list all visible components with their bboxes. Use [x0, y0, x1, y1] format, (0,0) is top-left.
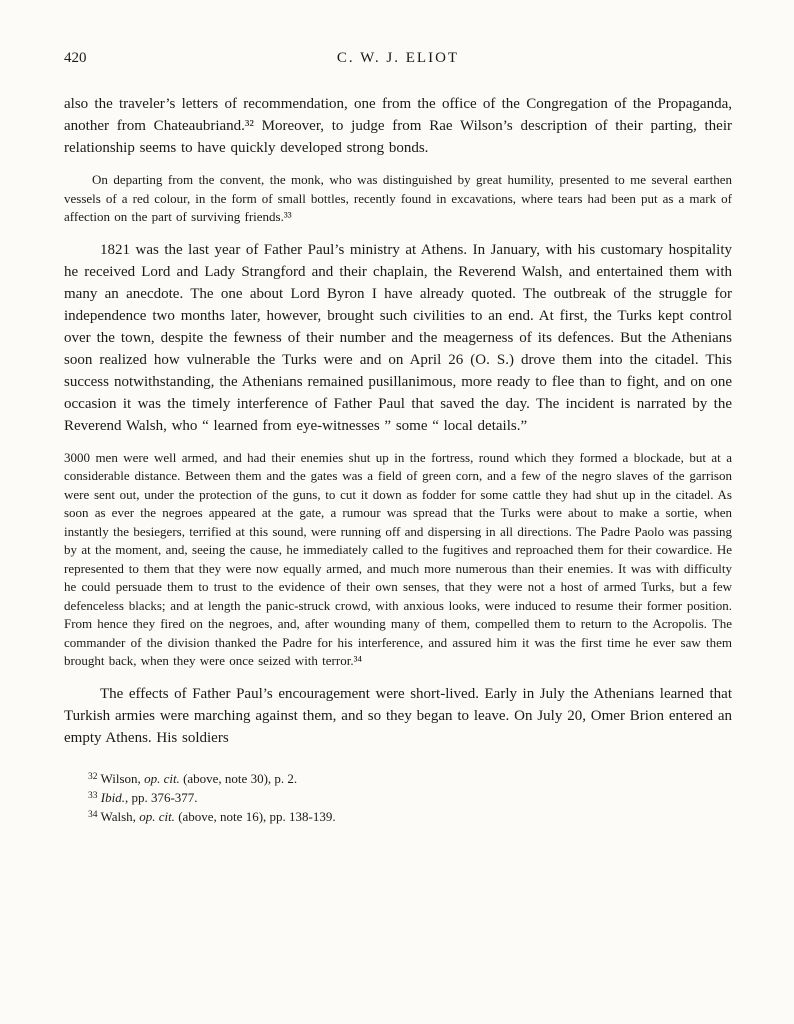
block-quote: On departing from the convent, the monk, who was distinguished by great humility, presented to me several earthen vessels of a red colour, in the form of small bottles, recently found in excavations, where tears had been put as a mark of affection on the part of surviving friends.³³	[64, 172, 732, 224]
page-number: 420	[64, 50, 87, 66]
footnote: $^{33}$ Ibid., pp. 376-377.	[88, 789, 198, 805]
running-head-title: C. W. J. ELIOT	[336, 50, 460, 66]
article-body	[64, 93, 732, 749]
footnotes	[64, 769, 732, 826]
footnote-citation: op. cit.	[144, 770, 180, 786]
footnote-citation: Ibid.	[100, 789, 125, 805]
paragraph: The effects of Father Paul’s encouragement were short-lived. Early in July the Athenians learned that Turkish armies were marching against them, and so they began to leave. On July 20, Omer Brion entered an empty Athens. His soldiers	[64, 685, 732, 746]
paragraph: also the traveler’s letters of recommendation, one from the office of the Congregation of the Propaganda, another from Chateaubriand.³² Moreover, to judge from Rae Wilson’s description of their parting, their relationship seems to have quickly developed strong bonds.	[64, 96, 732, 156]
footnote: $^{32}$ Wilson, op. cit. (above, note 30), p. 2.	[88, 770, 298, 786]
block-quote: 3000 men were well armed, and had their enemies shut up in the fortress, round which they formed a blockade, but at a considerable distance. Between them and the gates was a field of green corn, and a few of the negro slaves of the garrison were sent out, under the protection of the guns, to cut it down as fodder for some cattle they had shut up in the citadel. As soon as ever the negroes appeared at the gate, a rumour was spread that the Turks were about to make a sortie, when instantly the besiegers, terrified at this sound, were running off and dispersing in all directions. The Padre Paolo was passing by at the moment, and, seeing the cause, he immediately called to the fugitives and reproached them for their cowardice. He represented to them that they were now equally armed, and much more numerous than their enemies. It was with difficulty he could persuade them to trust to the evidence of their own senses, that they were not a host of armed Turks, but a few defenceless blacks; and at length the panic-struck crowd, with anxious looks, were induced to resume their former position. From hence they fired on the negroes, and, after wounding many of them, compelled them to return to the Acropolis. The commander of the division thanked the Padre for his interference, and assured him it was the first time he ever saw them brought back, when they were once seized with terror.³⁴	[64, 449, 732, 668]
footnote-marker: 32	[88, 771, 98, 782]
footnote-marker: 33	[88, 790, 98, 801]
paragraph: 1821 was the last year of Father Paul’s ministry at Athens. In January, with his customary hospitality he received Lord and Lady Strangford and their chaplain, the Reverend Walsh, and entertained them with many an anecdote. The one about Lord Byron I have already quoted. The outbreak of the struggle for independence two months later, however, brought such civilities to an end. At first, the Turks kept control over the town, despite the fewness of their number and the meagerness of its defences. But the Athenians soon realized how vulnerable the Turks were and on April 26 (O. S.) drove them into the citadel. This success notwithstanding, the Athenians remained pusillanimous, more ready to flee than to fight, and on one occasion it was the timely interference of Father Paul that saved the day. The incident is narrated by the Reverend Walsh, who “ learned from eye-witnesses ” some “ local details.”	[64, 241, 732, 434]
running-header	[64, 50, 732, 67]
footnote: $^{34}$ Walsh, op. cit. (above, note 16), pp. 138-139.	[88, 808, 336, 824]
footnote-citation: op. cit.	[139, 808, 175, 824]
footnote-marker: 34	[88, 809, 98, 820]
